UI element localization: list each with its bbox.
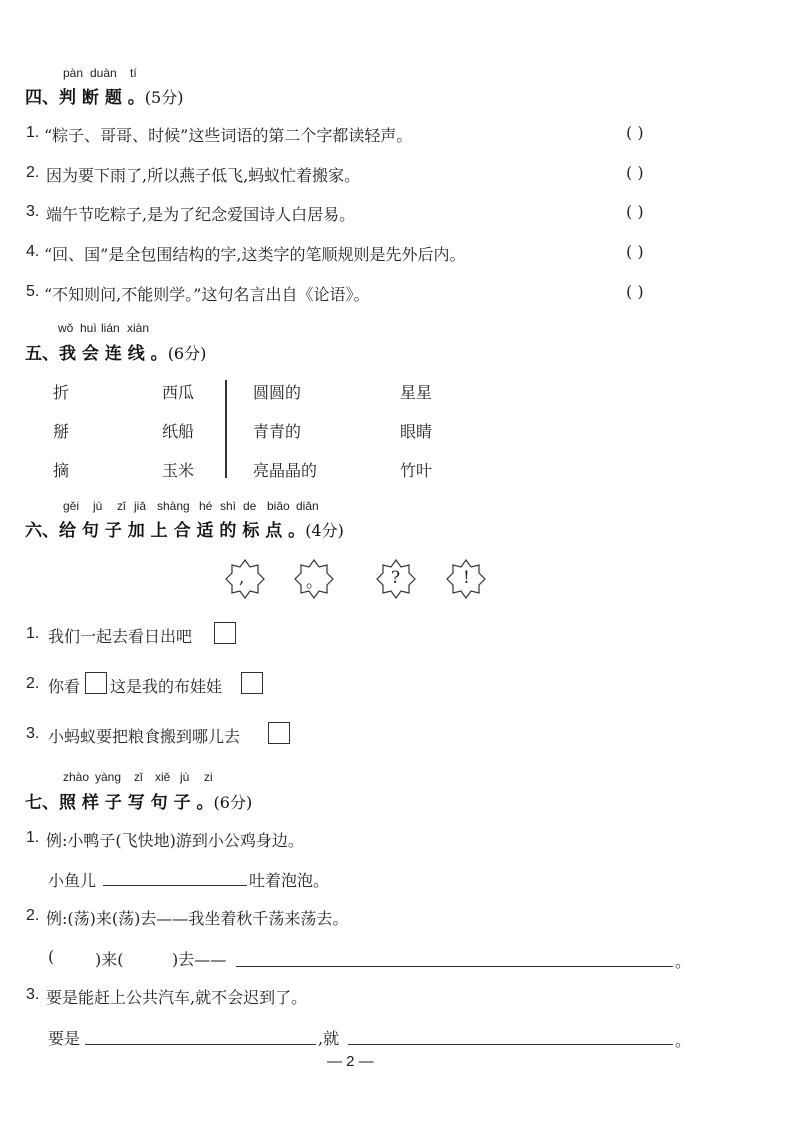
punctuation-badge[interactable]	[294, 559, 334, 599]
fill-text: )来(	[95, 950, 124, 969]
question-number: 4.	[26, 243, 40, 260]
answer-parens[interactable]: ( )	[626, 282, 644, 301]
question-text: 因为要下雨了,所以燕子低飞,蚂蚁忙着搬家。	[46, 166, 361, 185]
end-mark: 。	[675, 952, 692, 971]
question-number: 1.	[26, 124, 40, 141]
punctuation-answer-box[interactable]	[241, 672, 263, 694]
answer-parens[interactable]: ( )	[626, 242, 644, 261]
answer-line[interactable]	[236, 946, 673, 967]
punctuation-mark: ,	[239, 568, 245, 588]
question-number: 3.	[26, 725, 40, 742]
question-text: 端午节吃粽子,是为了纪念爱国诗人白居易。	[46, 205, 356, 224]
answer-line[interactable]	[103, 865, 247, 886]
match-noun[interactable]: 星星	[400, 383, 433, 402]
pinyin: yàng	[95, 770, 122, 784]
answer-parens[interactable]: ( )	[626, 123, 644, 142]
pinyin: zǐ	[117, 499, 126, 513]
pinyin: tí	[130, 66, 137, 80]
section-points: (4分)	[305, 521, 344, 540]
fill-text: 小鱼儿	[48, 871, 97, 890]
punctuation-answer-box[interactable]	[214, 622, 236, 644]
end-mark: 。	[675, 1031, 692, 1050]
section-title: 七、照 样 子 写 句 子 。	[25, 793, 214, 813]
match-noun[interactable]: 眼睛	[400, 422, 433, 441]
question-number: 1.	[26, 625, 40, 642]
section-points: (6分)	[213, 793, 253, 812]
answer-parens[interactable]: ( )	[626, 202, 644, 221]
badge-shape-icon	[225, 559, 265, 599]
section5-pinyin	[0, 321, 799, 337]
pinyin: huì	[80, 321, 97, 335]
pinyin: zi	[204, 770, 213, 784]
pinyin: hé	[199, 499, 213, 513]
pinyin: wǒ	[58, 321, 74, 335]
pinyin: jù	[180, 770, 190, 784]
match-verb[interactable]: 掰	[53, 422, 70, 441]
match-verb[interactable]: 折	[53, 383, 70, 402]
question-number: 5.	[26, 283, 40, 300]
pinyin: diǎn	[296, 499, 319, 513]
pinyin: jù	[93, 499, 103, 513]
answer-line[interactable]	[348, 1024, 673, 1045]
match-object[interactable]: 玉米	[162, 461, 195, 480]
question-text: “粽子、哥哥、时候”这些词语的第二个字都读轻声。	[44, 126, 413, 145]
punctuation-answer-box[interactable]	[85, 672, 107, 694]
pinyin: zhào	[63, 770, 90, 784]
match-verb[interactable]: 摘	[53, 461, 70, 480]
fill-text: (	[48, 947, 55, 966]
pinyin: de	[243, 499, 257, 513]
question-text: 这是我的布娃娃	[110, 677, 223, 696]
pinyin: shàng	[157, 499, 190, 513]
question-number: 3.	[26, 986, 40, 1003]
section6-pinyin	[0, 499, 799, 515]
example-text: 例:小鸭子(飞快地)游到小公鸡身边。	[46, 831, 304, 850]
question-number: 2.	[26, 907, 40, 924]
match-noun[interactable]: 竹叶	[400, 461, 433, 480]
question-text: “回、国”是全包围结构的字,这类字的笔顺规则是先外后内。	[44, 245, 466, 264]
section-points: (6分)	[167, 344, 207, 363]
fill-text: 要是	[48, 1029, 81, 1048]
pinyin: jiā	[134, 499, 147, 513]
punctuation-mark: 。	[306, 572, 323, 592]
punctuation-mark: !	[463, 568, 470, 588]
divider-line	[225, 380, 227, 478]
section7-pinyin	[0, 770, 799, 786]
fill-text: )去——	[172, 950, 227, 969]
section4-heading	[25, 83, 183, 108]
section6-heading	[25, 516, 344, 541]
match-object[interactable]: 西瓜	[162, 383, 195, 402]
question-text: 我们一起去看日出吧	[48, 627, 193, 646]
example-text: 例:(荡)来(荡)去——我坐着秋千荡来荡去。	[46, 909, 349, 928]
pinyin: shì	[220, 499, 237, 513]
question-text: 小蚂蚁要把粮食搬到哪儿去	[48, 727, 241, 746]
section4-pinyin	[0, 66, 799, 82]
section5-heading	[25, 339, 206, 364]
pinyin: gěi	[63, 499, 80, 513]
section-points: (5分)	[144, 88, 184, 107]
fill-text: ,就	[318, 1029, 340, 1048]
fill-text: 吐着泡泡。	[249, 871, 330, 890]
pinyin: zǐ	[134, 770, 143, 784]
section-title: 四、判 断 题 。	[25, 88, 145, 108]
pinyin: xiàn	[127, 321, 150, 335]
page-number: — 2 —	[327, 1053, 374, 1070]
example-text: 要是能赶上公共汽车,就不会迟到了。	[46, 988, 308, 1007]
pinyin: lián	[101, 321, 120, 335]
punctuation-mark: ?	[391, 568, 401, 588]
match-adjective[interactable]: 圆圆的	[253, 383, 302, 402]
question-number: 2.	[26, 675, 40, 692]
question-text: “不知则问,不能则学。”这句名言出自《论语》。	[44, 285, 370, 304]
pinyin: pàn	[63, 66, 84, 80]
match-adjective[interactable]: 青青的	[253, 422, 302, 441]
answer-parens[interactable]: ( )	[626, 163, 644, 182]
section-title: 五、我 会 连 线 。	[25, 344, 168, 364]
question-text: 你看	[48, 677, 81, 696]
section-title: 六、给 句 子 加 上 合 适 的 标 点 。	[25, 521, 306, 541]
question-number: 1.	[26, 829, 40, 846]
pinyin: biāo	[267, 499, 290, 513]
answer-line[interactable]	[85, 1024, 316, 1045]
punctuation-badge[interactable]	[225, 559, 265, 599]
question-number: 2.	[26, 164, 40, 181]
pinyin: duàn	[90, 66, 117, 80]
question-number: 3.	[26, 203, 40, 220]
pinyin: xiě	[155, 770, 171, 784]
match-object[interactable]: 纸船	[162, 422, 195, 441]
section7-heading	[25, 788, 252, 813]
punctuation-badge[interactable]	[446, 559, 486, 599]
punctuation-answer-box[interactable]	[268, 722, 290, 744]
punctuation-badge[interactable]	[376, 559, 416, 599]
match-adjective[interactable]: 亮晶晶的	[253, 461, 318, 480]
